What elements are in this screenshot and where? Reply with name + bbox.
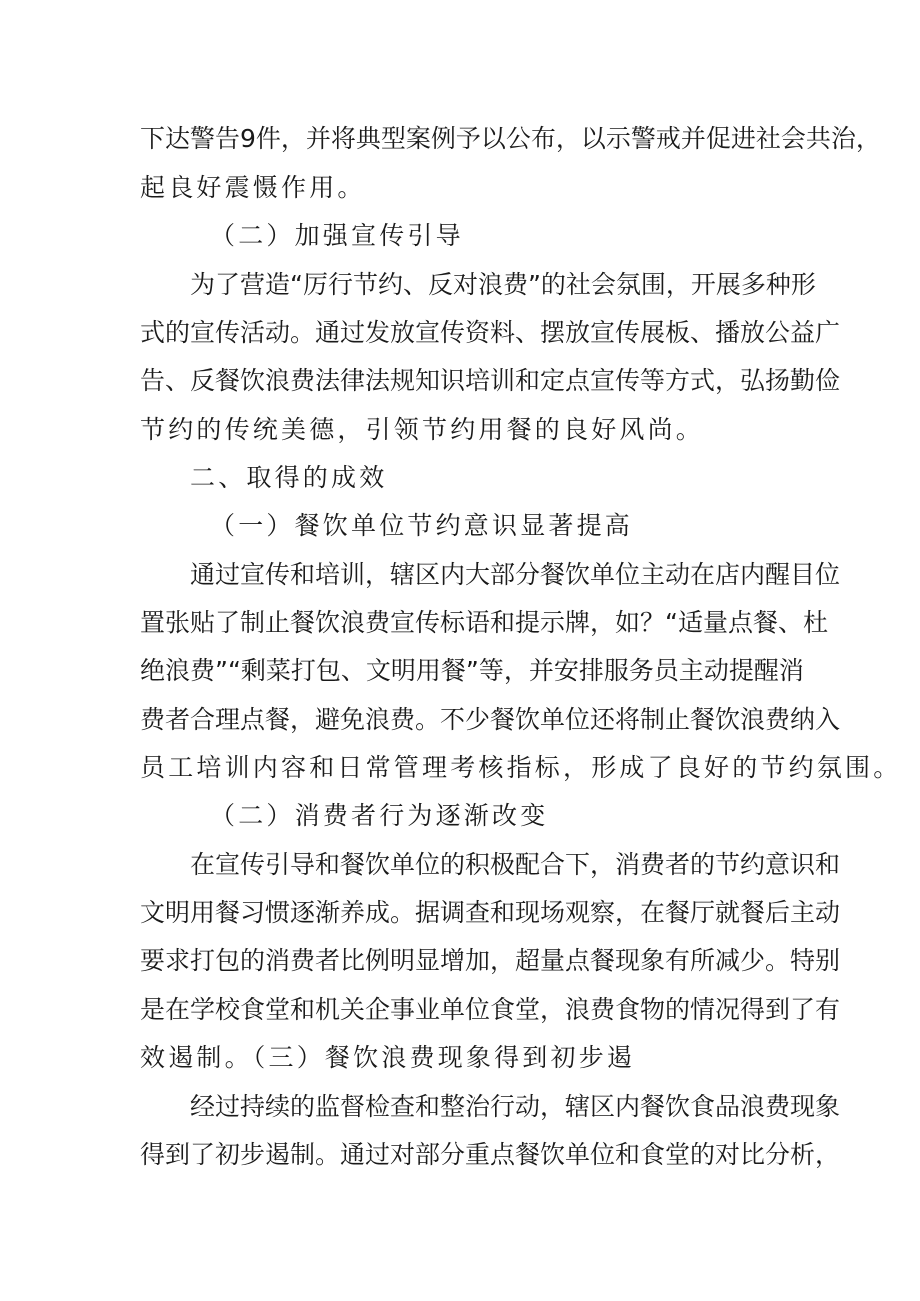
text-line: 员工培训内容和日常管理考核指标，形成了良好的节约氛围。 <box>140 753 902 782</box>
section-heading: 二、取得的成效 <box>190 463 388 492</box>
text-line: 绝浪费”“剩菜打包、文明用餐”等，并安排服务员主动提醒消 <box>140 656 804 685</box>
text-line: 起良好震慑作用。 <box>140 173 366 202</box>
section-heading: （一）餐饮单位节约意识显著提高 <box>210 511 634 540</box>
paragraph-first-line: 通过宣传和培训，辖区内大部分餐饮单位主动在店内醒目位 <box>190 560 841 589</box>
section-heading: （二）加强宣传引导 <box>210 221 464 250</box>
text-line: 节约的传统美德，引领节约用餐的良好风尚。 <box>140 415 705 444</box>
section-heading: （二）消费者行为逐渐改变 <box>210 801 549 830</box>
text-line: 得到了初步遏制。通过对部分重点餐饮单位和食堂的对比分析， <box>140 1140 841 1169</box>
text-line: 下达警告9件，并将典型案例予以公布，以示警戒并促进社会共治， <box>140 124 881 153</box>
text-line: 文明用餐习惯逐渐养成。据调查和现场观察，在餐厅就餐后主动 <box>140 898 841 927</box>
text-line: 是在学校食堂和机关企事业单位食堂，浪费食物的情况得到了有 <box>140 995 841 1024</box>
text-line: 费者合理点餐，避免浪费。不少餐饮单位还将制止餐饮浪费纳入 <box>140 705 841 734</box>
text-line: 置张贴了制止餐饮浪费宣传标语和提示牌，如？“适量点餐、杜 <box>140 608 828 637</box>
text-line: 式的宣传活动。通过发放宣传资料、摆放宣传展板、播放公益广 <box>140 318 841 347</box>
paragraph-first-line: 经过持续的监督检查和整治行动，辖区内餐饮食品浪费现象 <box>190 1092 841 1121</box>
text-line: 告、反餐饮浪费法律法规知识培训和定点宣传等方式，弘扬勤俭 <box>140 366 841 395</box>
text-line: 效遏制。（三）餐饮浪费现象得到初步遏 <box>140 1043 636 1072</box>
paragraph-first-line: 在宣传引导和餐饮单位的积极配合下，消费者的节约意识和 <box>190 850 841 879</box>
text-line: 要求打包的消费者比例明显增加，超量点餐现象有所减少。特别 <box>140 946 841 975</box>
paragraph-first-line: 为了营造“厉行节约、反对浪费”的社会氛围，开展多种形 <box>190 270 816 299</box>
